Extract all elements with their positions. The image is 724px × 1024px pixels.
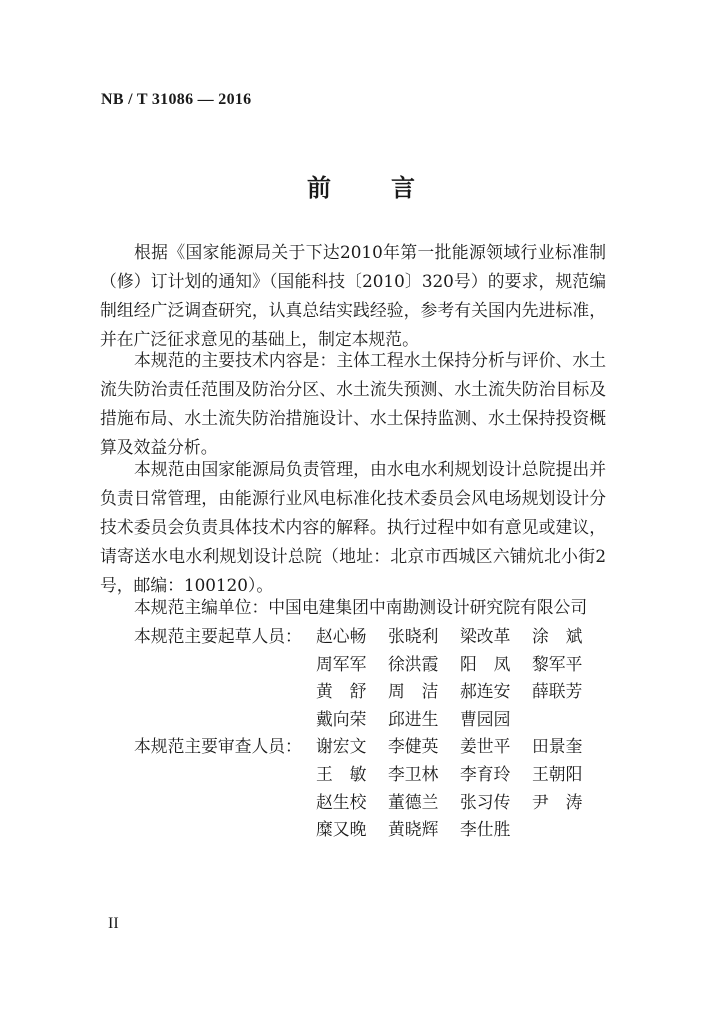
drafter-name: 黄 舒 [316, 681, 367, 701]
reviewer-name: 糜又晚 [316, 819, 367, 839]
reviewer-name: 董德兰 [388, 792, 439, 812]
drafters-label: 本规范主要起草人员： [134, 626, 302, 646]
drafter-name: 戴向荣 [316, 709, 367, 729]
drafter-name: 邱进生 [388, 709, 439, 729]
drafter-name: 郝连安 [460, 681, 511, 701]
drafter-name: 周军军 [316, 654, 367, 674]
drafters-row [316, 706, 532, 730]
drafters-row [316, 678, 604, 702]
paragraph-3: 本规范由国家能源局负责管理，由水电水利规划设计总院提出并负责日常管理，由能源行业风电标准化技术委员会风电场规划设计分技术委员会负责具体技术内容的解释。执行过程中如有意见或建议，请寄送水电水利规划设计总院（地址：北京市西城区六铺炕北小街2号，邮编：100120）。 [100, 459, 606, 595]
reviewer-name: 赵生校 [316, 792, 367, 812]
drafter-name: 阳 凤 [460, 654, 511, 674]
reviewer-name: 张习传 [460, 792, 511, 812]
standard-code: NB / T 31086 — 2016 [101, 91, 252, 108]
reviewer-name: 李育玲 [460, 764, 511, 784]
reviewer-name: 李仕胜 [460, 819, 511, 839]
reviewer-name: 李卫林 [388, 764, 439, 784]
drafter-name: 周 洁 [388, 681, 439, 701]
drafter-name: 涂 斌 [532, 626, 583, 646]
drafter-name: 赵心畅 [316, 626, 367, 646]
reviewer-name: 谢宏文 [316, 736, 367, 756]
reviewer-name: 田景奎 [532, 736, 583, 756]
drafter-name: 薛联芳 [532, 681, 583, 701]
reviewers-label: 本规范主要审查人员： [134, 736, 302, 756]
reviewer-name: 王 敏 [316, 764, 367, 784]
reviewer-name: 姜世平 [460, 736, 511, 756]
drafters-row [316, 623, 604, 647]
drafter-name: 黎军平 [532, 654, 583, 674]
editor-unit: 本规范主编单位：中国电建集团中南勘测设计研究院有限公司 [134, 597, 588, 617]
drafter-name: 曹园园 [460, 709, 511, 729]
reviewer-name: 王朝阳 [532, 764, 583, 784]
title-char-1: 前 [307, 173, 333, 202]
drafter-name: 徐洪霞 [388, 654, 439, 674]
drafters-row [316, 651, 604, 675]
drafter-name: 梁改革 [460, 626, 511, 646]
reviewer-name: 尹 涛 [532, 792, 583, 812]
page-title [0, 168, 724, 203]
paragraph-1: 根据《国家能源局关于下达2010年第一批能源领域行业标准制（修）订计划的通知》（国能科技〔2010〕320号）的要求，规范编制组经广泛调查研究，认真总结实践经验，参考有关国内先进标准，并在广泛征求意见的基础上，制定本规范。 [100, 242, 606, 349]
reviewer-name: 黄晓辉 [388, 819, 439, 839]
reviewer-name: 李健英 [388, 736, 439, 756]
reviewers-row [316, 761, 604, 785]
page-number: II [108, 915, 119, 932]
paragraph-2: 本规范的主要技术内容是：主体工程水土保持分析与评价、水土流失防治责任范围及防治分区、水土流失预测、水土流失防治目标及措施布局、水土流失防治措施设计、水土保持监测、水土保持投资概算及效益分析。 [100, 350, 606, 457]
reviewers-row [316, 789, 604, 813]
title-char-2: 言 [391, 173, 417, 202]
drafter-name: 张晓利 [388, 626, 439, 646]
reviewers-row [316, 816, 532, 840]
reviewers-row [316, 733, 604, 757]
